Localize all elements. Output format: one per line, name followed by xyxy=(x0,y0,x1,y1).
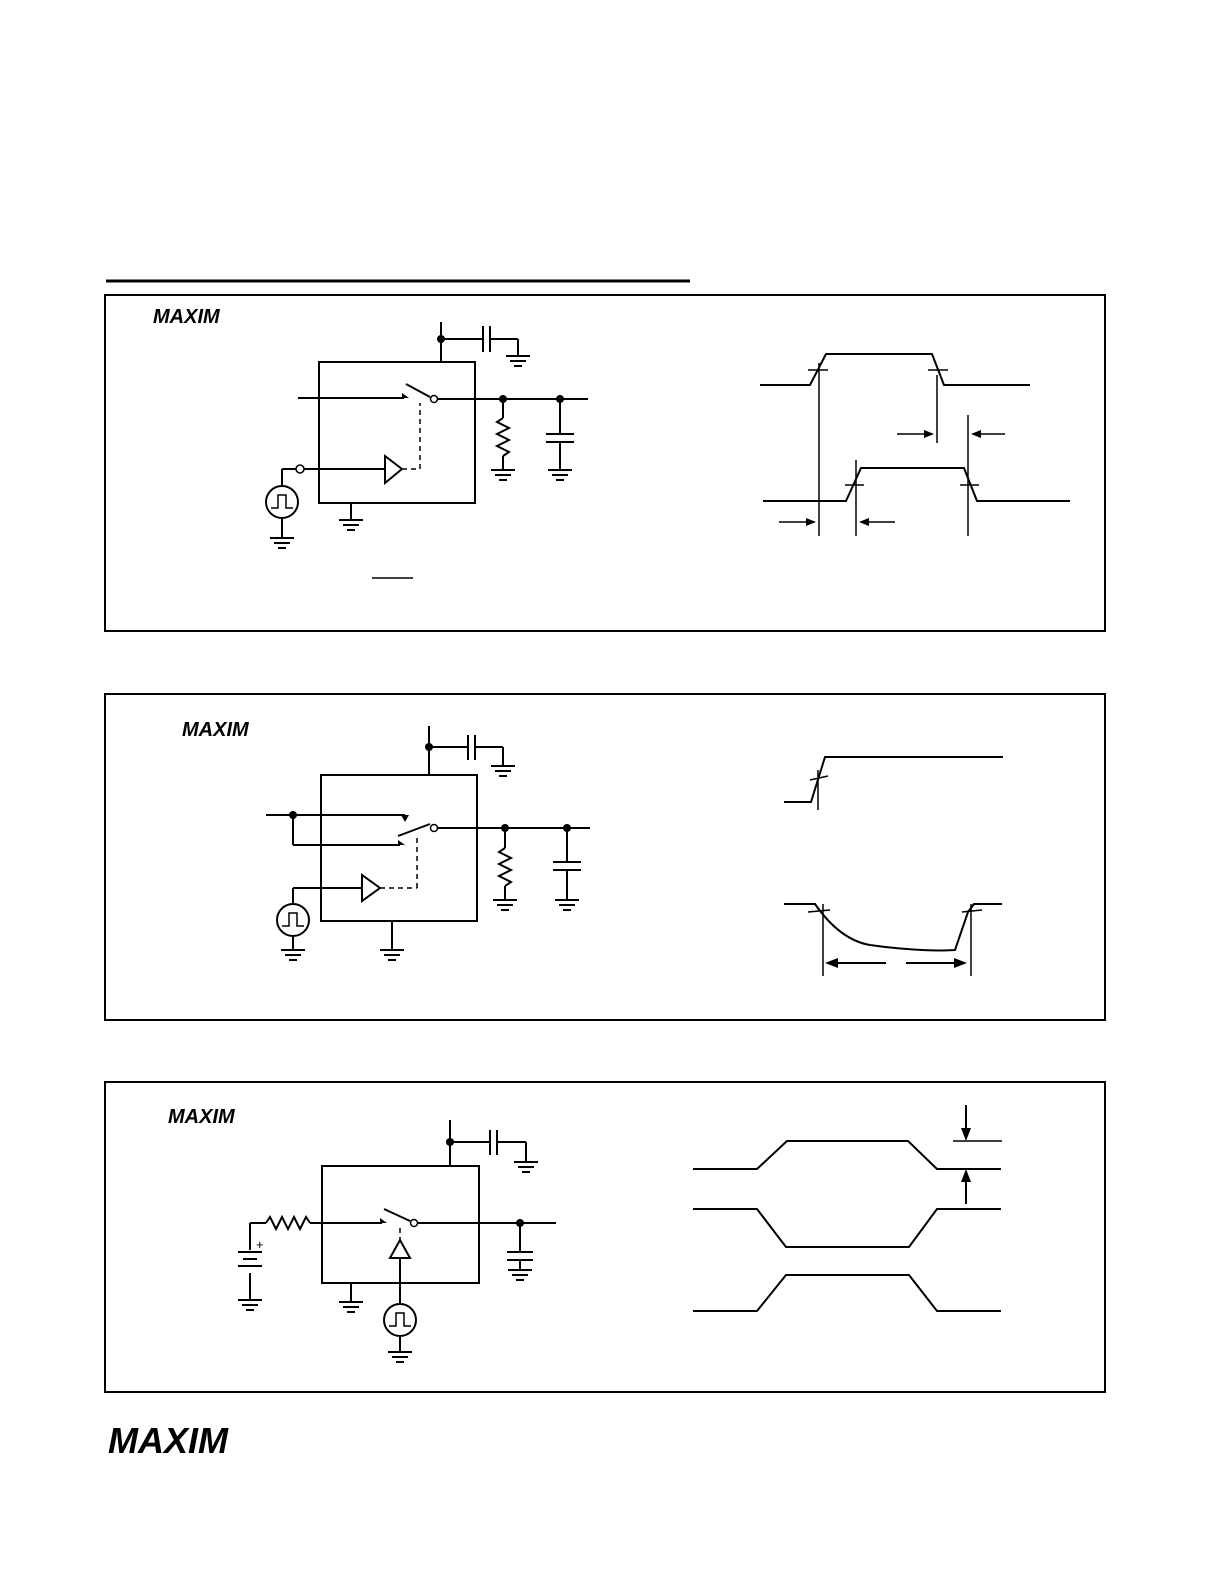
source-resistor xyxy=(266,1217,310,1229)
arrow-icon xyxy=(954,958,967,968)
output-waveform xyxy=(693,1141,1001,1169)
pulse-source-icon xyxy=(277,904,309,936)
figure-1-timing-waveforms xyxy=(760,354,1070,536)
pulse-source-icon xyxy=(266,486,298,518)
arrow-icon xyxy=(961,1169,971,1182)
ground-icon xyxy=(339,1302,363,1312)
maxim-logo-footer: MAXIM xyxy=(108,1420,228,1461)
switch-icon xyxy=(398,824,430,836)
output-waveform xyxy=(763,468,1070,501)
figure-2-test-circuit xyxy=(266,726,590,960)
ground-icon xyxy=(238,1300,262,1310)
ground-icon xyxy=(270,538,294,548)
arrow-icon xyxy=(825,958,838,968)
logic-driver-icon xyxy=(385,456,402,483)
control-waveform xyxy=(760,354,1030,385)
figure-3-frame xyxy=(105,1082,1105,1392)
logic-driver-icon xyxy=(390,1240,410,1258)
arrow-icon xyxy=(924,430,934,438)
ground-icon xyxy=(339,520,363,530)
control-waveform xyxy=(693,1209,1001,1247)
control-complement-waveform xyxy=(693,1275,1001,1311)
ground-icon xyxy=(506,356,530,366)
figure-2-panel xyxy=(105,694,1105,1020)
pulse-source-icon xyxy=(384,1304,416,1336)
ground-icon xyxy=(508,1270,532,1280)
battery-icon xyxy=(238,1252,262,1266)
figure-1-panel xyxy=(105,295,1105,631)
figure-3-timing-waveforms xyxy=(693,1105,1002,1311)
figure-3-test-circuit xyxy=(238,1120,556,1362)
ic-body xyxy=(319,362,475,503)
ground-icon xyxy=(493,900,517,910)
figure-1-frame xyxy=(105,295,1105,631)
maxim-logo-fig1: MAXIM xyxy=(153,306,220,328)
load-resistor xyxy=(497,418,509,456)
arrow-icon xyxy=(971,430,981,438)
figure-3-panel xyxy=(105,1082,1105,1392)
figure-2-frame xyxy=(105,694,1105,1020)
logic-driver-icon xyxy=(362,875,380,901)
arrow-icon xyxy=(961,1128,971,1141)
figure-1-test-circuit xyxy=(266,322,588,578)
ground-icon xyxy=(555,900,579,910)
maxim-logo-fig3: MAXIM xyxy=(168,1106,235,1128)
ic-body xyxy=(321,775,477,921)
switch-icon xyxy=(384,1209,410,1221)
ground-icon xyxy=(548,470,572,480)
figure-2-timing-waveforms xyxy=(784,757,1003,976)
ground-icon xyxy=(514,1162,538,1172)
ground-icon xyxy=(491,470,515,480)
ground-icon xyxy=(380,950,404,960)
control-waveform xyxy=(784,757,1003,802)
arrow-icon xyxy=(859,518,869,526)
switch-icon xyxy=(406,384,430,397)
ground-icon xyxy=(388,1352,412,1362)
ground-icon xyxy=(281,950,305,960)
battery-plus-icon: + xyxy=(256,1237,264,1252)
ground-icon xyxy=(491,766,515,776)
maxim-logo-fig2: MAXIM xyxy=(182,719,249,741)
load-resistor xyxy=(499,848,511,886)
arrow-icon xyxy=(806,518,816,526)
